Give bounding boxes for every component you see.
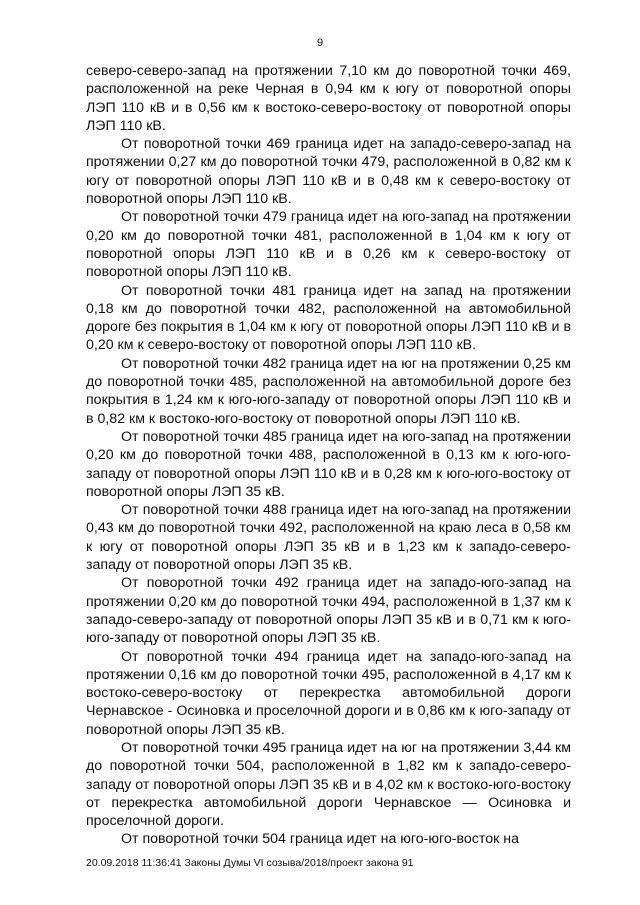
paragraph: От поворотной точки 494 граница идет на западо-юго-запад на протяжении 0,16 км до поворотной точки 495, расположенной в 4,17 км к востоко-северо-востоку от перекрестка автомобильной дороги Чернавское - Осиновка и проселочной дороги и в 0,86 км к юго-западу от поворотной опоры ЛЭП 35 кВ.: [86, 648, 571, 738]
paragraph: От поворотной точки 495 граница идет на юг на протяжении 3,44 км до поворотной точки 504, расположенной в 1,82 км к западо-северо-западу от поворотной опоры ЛЭП 35 кВ и в 4,02 км к востоко-юго-востоку от перекрестка автомобильной дороги Чернавское — Осиновка и проселочной дороги.: [86, 739, 571, 830]
paragraph: От поворотной точки 485 граница идет на юго-запад на протяжении 0,20 км до поворотной точки 488, расположенной в 0,13 км к юго-юго-западу от поворотной опоры ЛЭП 110 кВ и в 0,28 км к юго-юго-востоку от поворотной опоры ЛЭП 35 кВ.: [86, 428, 571, 500]
paragraph: От поворотной точки 482 граница идет на юг на протяжении 0,25 км до поворотной точки 485, расположенной на автомобильной дороге без покрытия в 1,24 км к юго-юго-западу от поворотной опоры ЛЭП 110 кВ и в 0,82 км к востоко-юго-востоку от поворотной опоры ЛЭП 110 кВ.: [86, 355, 571, 427]
paragraph: От поворотной точки 492 граница идет на западо-юго-запад на протяжении 0,20 км до поворотной точки 494, расположенной в 1,37 км к западо-северо-западу от поворотной опоры ЛЭП 35 кВ и в 0,71 км к юго-юго-западу от поворотной опоры ЛЭП 35 кВ.: [86, 575, 571, 647]
footer-metadata: 20.09.2018 11:36:41 Законы Думы VI созыва/2018/проект закона 91: [86, 857, 414, 869]
paragraph: северо-северо-запад на протяжении 7,10 км до поворотной точки 469, расположенной на реке Черная в 0,94 км к югу от поворотной опоры ЛЭП 110 кВ и в 0,56 км к востоко-северо-востоку от поворотной опоры ЛЭП 110 кВ.: [86, 63, 571, 134]
paragraph: От поворотной точки 488 граница идет на юго-запад на протяжении 0,43 км до поворотной точки 492, расположенной на краю леса в 0,58 км к югу от поворотной опоры ЛЭП 35 кВ и в 1,23 км к западо-северо-западу от поворотной опоры ЛЭП 35 кВ.: [86, 502, 571, 574]
paragraph: От поворотной точки 481 граница идет на запад на протяжении 0,18 км до поворотной точки 482, расположенной на автомобильной дороге без покрытия в 1,04 км к югу от поворотной опоры ЛЭП 110 кВ и в 0,20 км к северо-востоку от поворотной опоры ЛЭП 110 кВ.: [86, 282, 571, 354]
paragraph: От поворотной точки 504 граница идет на юго-юго-восток на: [121, 831, 519, 848]
paragraph: От поворотной точки 479 граница идет на юго-запад на протяжении 0,20 км до поворотной точки 481, расположенной в 1,04 км к югу от поворотной опоры ЛЭП 110 кВ и в 0,26 км к северо-востоку от поворотной опоры ЛЭП 110 кВ.: [86, 209, 571, 281]
paragraph: От поворотной точки 469 граница идет на западо-северо-запад на протяжении 0,27 км до поворотной точки 479, расположенной в 0,82 км к югу от поворотной опоры ЛЭП 110 кВ и в 0,48 км к северо-востоку от поворотной опоры ЛЭП 110 кВ.: [86, 136, 571, 208]
page-number: 9: [316, 37, 324, 49]
document-body: [86, 62, 571, 849]
